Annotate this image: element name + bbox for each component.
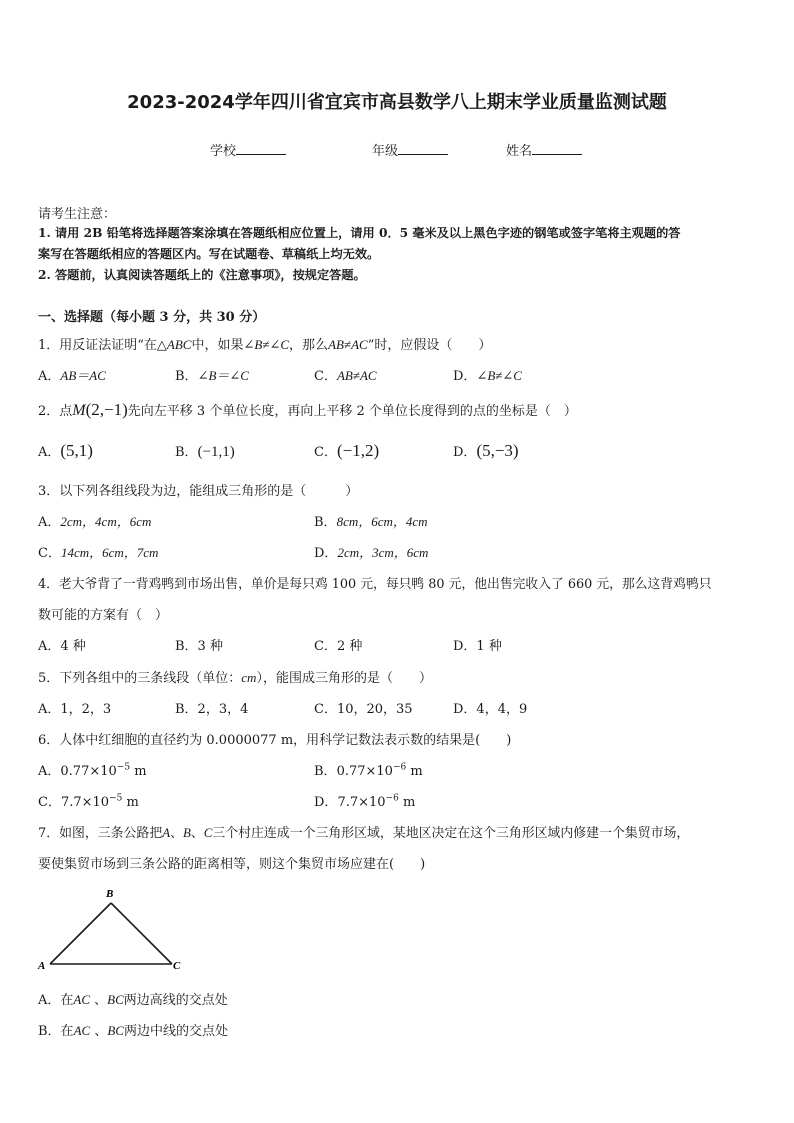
option-sep: 、 — [90, 1024, 108, 1039]
option-prefix: A．在 — [38, 993, 74, 1008]
question-1-stem — [38, 334, 491, 353]
option-label: A． — [38, 369, 61, 384]
q7-option-a — [38, 989, 228, 1008]
q6-option-c — [38, 791, 139, 810]
q4-option-b: B．3 种 — [175, 639, 223, 654]
option-text: 2cm，3cm，6cm — [337, 545, 429, 560]
option-label: D． — [314, 546, 338, 561]
question-6-stem: 6．人体中红细胞的直径约为 0.0000077 m，用科学记数法表示数的结果是( ) — [38, 733, 512, 748]
notice-line-1b: 案写在答题纸相应的答题区内。写在试题卷、草稿纸上均无效。 — [38, 247, 380, 261]
grade-blank — [398, 142, 448, 155]
q4-option-d: D．1 种 — [453, 639, 502, 654]
option-label: A． — [38, 764, 61, 779]
option-label: C． — [314, 445, 337, 460]
option-text: (−1,2) — [336, 441, 380, 460]
option-unit: m — [406, 764, 423, 779]
option-text: (−1,1) — [197, 444, 235, 460]
q5-option-b: B．2，3，4 — [175, 702, 249, 717]
q2-option-d — [453, 441, 519, 461]
option-label: A． — [38, 515, 61, 530]
q1-condition: ∠B≠∠C — [243, 337, 290, 352]
school-field — [210, 140, 286, 159]
q2-suffix: 先向左平移 3 个单位长度，再向上平移 2 个单位长度得到的点的坐标是（ ） — [127, 404, 577, 419]
page-title: 2023-2024学年四川省宜宾市高县数学八上期末学业质量监测试题 — [127, 92, 667, 113]
side-ab — [50, 903, 111, 964]
option-text: 8cm，6cm，4cm — [336, 514, 428, 529]
name-field — [506, 140, 582, 159]
grade-label: 年级 — [372, 144, 399, 159]
segment-bc: BC — [107, 1023, 124, 1038]
option-label: C． — [314, 369, 337, 384]
option-label: C． — [38, 546, 61, 561]
q5-prefix: 5．下列各组中的三条线段（单位： — [38, 671, 242, 686]
q1-option-d — [453, 365, 522, 384]
school-blank — [236, 142, 286, 155]
q2-option-a — [38, 441, 93, 461]
q4-option-a: A．4 种 — [38, 639, 86, 654]
option-label: D． — [314, 795, 338, 810]
option-label: B． — [314, 515, 337, 530]
option-text: ∠B≠∠C — [476, 368, 522, 383]
option-base: 0.77×10 — [60, 764, 117, 779]
option-label: A． — [38, 445, 61, 460]
option-label: D． — [453, 369, 477, 384]
q7-suffix: 三个村庄连成一个三角形区域，某地区决定在这个三角形区域内修建一个集贸市场， — [212, 826, 690, 841]
q3-option-d — [314, 542, 428, 561]
grade-field — [372, 140, 448, 159]
q1-option-b — [175, 365, 249, 384]
option-text: ∠B＝∠C — [197, 368, 249, 383]
option-exponent: −6 — [385, 793, 399, 804]
option-text: (5,−3) — [476, 441, 519, 460]
option-suffix: 两边中线的交点处 — [123, 1024, 228, 1039]
option-text: 2cm，4cm，6cm — [60, 514, 152, 529]
q3-option-c — [38, 542, 158, 561]
option-label: D． — [453, 445, 477, 460]
notice-line-2: 2. 答题前，认真阅读答题纸上的《注意事项》，按规定答题。 — [38, 268, 366, 282]
option-sep: 、 — [90, 993, 108, 1008]
question-7-line-1 — [38, 822, 689, 841]
q1-conclusion: AB≠AC — [328, 337, 368, 352]
q5-option-a: A．1，2，3 — [38, 702, 112, 717]
section-heading: 一、选择题（每小题 3 分，共 30 分） — [38, 310, 266, 325]
q5-option-d: D．4，4，9 — [453, 702, 528, 717]
notice-heading: 请考生注意： — [38, 207, 117, 222]
q1-option-a — [38, 365, 106, 384]
question-4-line-2: 数可能的方案有（ ） — [38, 608, 169, 623]
option-unit: m — [130, 764, 147, 779]
option-label: C． — [38, 795, 61, 810]
q4-option-c: C．2 种 — [314, 639, 363, 654]
option-base: 0.77×10 — [336, 764, 393, 779]
q1-mid2: ，那么 — [289, 338, 329, 353]
q2-coord: (2,−1) — [85, 400, 128, 419]
q1-prefix: 1．用反证法证明“在 — [38, 338, 157, 353]
school-label: 学校 — [210, 144, 237, 159]
q3-option-b — [314, 511, 428, 530]
q2-point: M — [72, 402, 86, 419]
option-label: B． — [175, 369, 198, 384]
q5-unit: cm — [241, 670, 257, 685]
triangle-figure — [30, 880, 200, 980]
q6-option-d — [314, 791, 415, 810]
notice-line-1a: 1. 请用 2B 铅笔将选择题答案涂填在答题纸相应位置上，请用 0．5 毫米及以上黑色字迹的钢笔或签字笔将主观题的答 — [38, 226, 681, 240]
option-label: B． — [314, 764, 337, 779]
q1-triangle: △ABC — [156, 337, 192, 352]
option-text: (5,1) — [60, 441, 93, 460]
question-4-line-1: 4．老大爷背了一背鸡鸭到市场出售，单价是每只鸡 100 元，每只鸭 80 元，他出售完收入了 660 元，那么这背鸡鸭只 — [38, 577, 712, 592]
q1-option-c — [314, 365, 377, 384]
vertex-b-label: B — [106, 888, 114, 900]
option-label: B． — [175, 445, 198, 460]
q2-option-b — [175, 441, 235, 461]
option-text: AB≠AC — [336, 368, 377, 383]
segment-ac: AC — [73, 1023, 91, 1038]
q7-sep: 、 — [170, 826, 183, 841]
q3-option-a — [38, 511, 151, 530]
option-unit: m — [398, 795, 416, 810]
segment-ac: AC — [73, 992, 91, 1007]
vertex-c-label: C — [173, 960, 181, 972]
q6-option-b — [314, 760, 423, 779]
option-exponent: −5 — [109, 793, 123, 804]
q5-option-c: C．10，20，35 — [314, 702, 413, 717]
q7-village-b: B — [182, 826, 191, 840]
q7-sep: 、 — [190, 826, 204, 841]
option-text: 14cm，6cm，7cm — [60, 545, 159, 560]
question-3-stem: 3．以下列各组线段为边，能组成三角形的是（ ） — [38, 484, 359, 499]
q7-option-b — [38, 1020, 228, 1039]
option-exponent: −5 — [116, 762, 131, 773]
q7-prefix: 7．如图，三条公路把 — [38, 826, 163, 841]
question-2-stem — [38, 400, 577, 420]
q6-option-a — [38, 760, 147, 779]
question-5-stem — [38, 667, 432, 686]
option-base: 7.7×10 — [337, 795, 386, 810]
q1-suffix: ”时，应假设（ ） — [367, 338, 492, 353]
q7-village-c: C — [203, 826, 213, 840]
name-label: 姓名 — [506, 144, 533, 159]
side-bc — [111, 903, 172, 964]
q2-option-c — [314, 441, 379, 461]
option-suffix: 两边高线的交点处 — [123, 993, 228, 1008]
question-7-line-2: 要使集贸市场到三条公路的距离相等，则这个集贸市场应建在( ) — [38, 857, 426, 872]
q2-prefix: 2．点 — [38, 404, 73, 419]
option-prefix: B．在 — [38, 1024, 74, 1039]
q1-mid1: 中，如果 — [191, 338, 244, 353]
q5-suffix: ），能围成三角形的是（ ） — [256, 671, 432, 686]
name-blank — [532, 142, 582, 155]
vertex-a-label: A — [38, 960, 46, 972]
option-base: 7.7×10 — [60, 795, 110, 810]
q7-village-a: A — [162, 826, 171, 840]
option-exponent: −6 — [392, 762, 407, 773]
option-text: AB＝AC — [60, 368, 106, 383]
segment-bc: BC — [107, 992, 124, 1007]
option-unit: m — [122, 795, 139, 810]
